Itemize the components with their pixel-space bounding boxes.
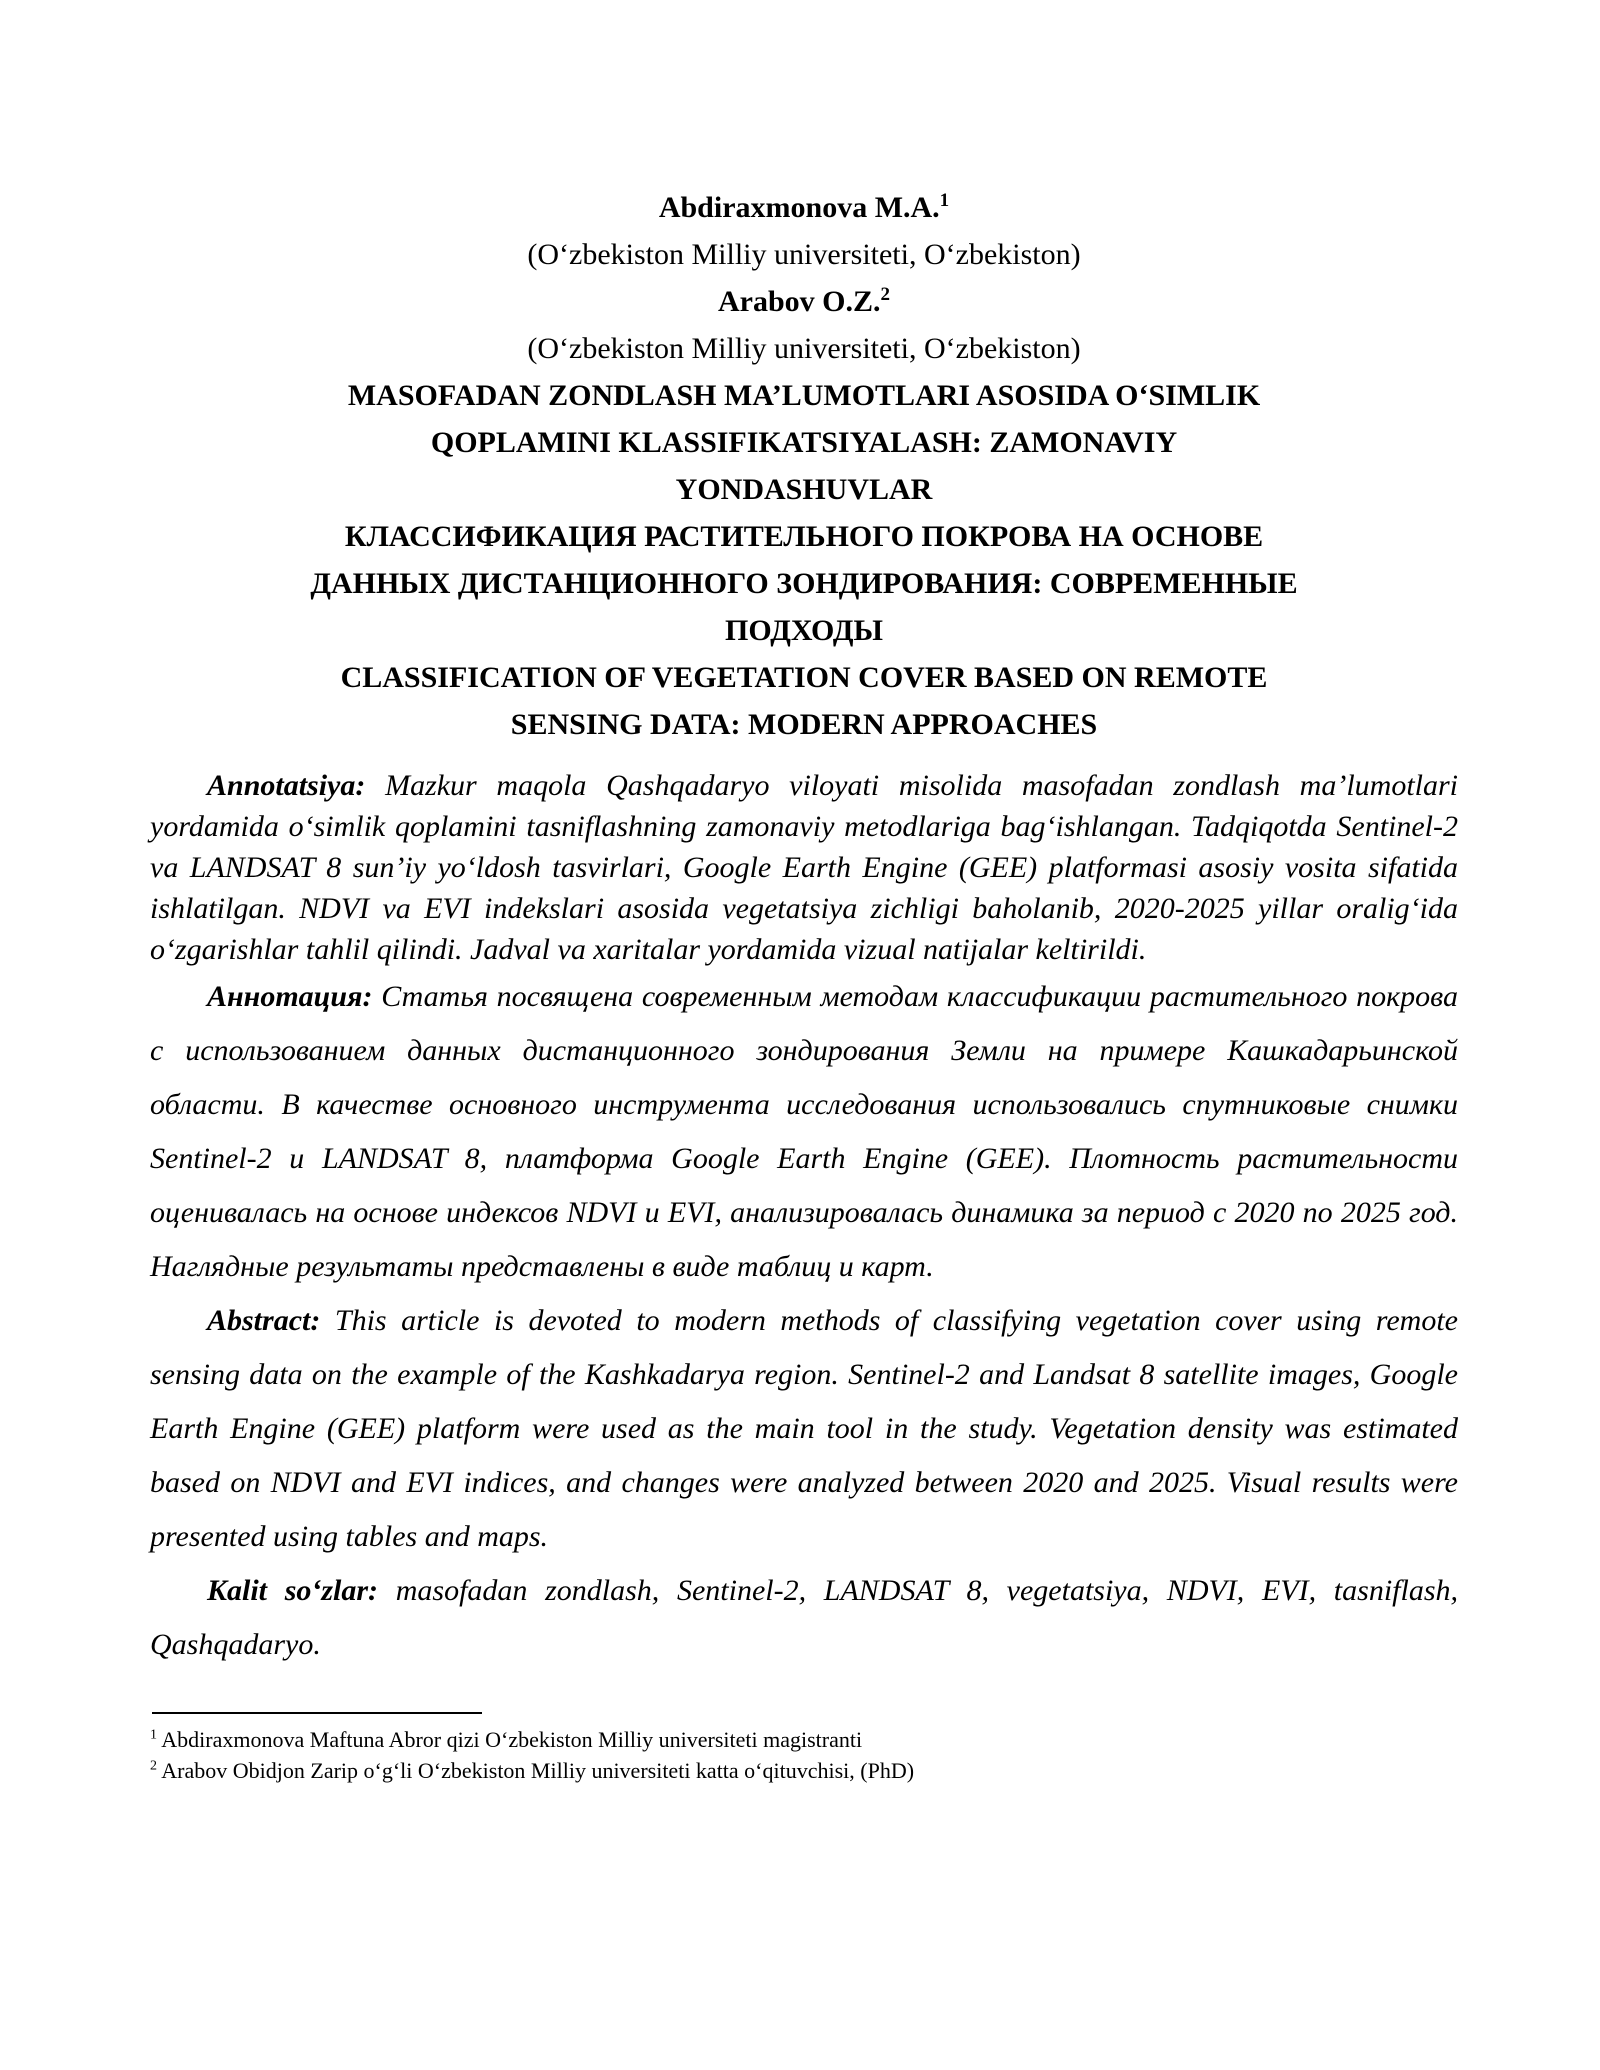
keywords-uzbek bbox=[150, 1564, 1458, 1672]
title-english-line-1: CLASSIFICATION OF VEGETATION COVER BASED ON REMOTE bbox=[340, 661, 1268, 694]
title-uzbek bbox=[150, 372, 1458, 513]
footnotes-block bbox=[150, 1724, 1458, 1786]
title-russian-line-3: ПОДХОДЫ bbox=[725, 614, 883, 647]
keywords-uzbek-text: masofadan zondlash, Sentinel-2, LANDSAT 8, vegetatsiya, NDVI, EVI, tasniflash, Qashqadaryo. bbox=[150, 1574, 1458, 1661]
title-uzbek-line-1: MASOFADAN ZONDLASH MA’LUMOTLARI ASOSIDA O‘SIMLIK bbox=[347, 379, 1261, 412]
title-uzbek-line-2: QOPLAMINI KLASSIFIKATSIYALASH: ZAMONAVIY bbox=[430, 426, 1178, 459]
title-english bbox=[150, 654, 1458, 748]
author-2-footnote-ref: 2 bbox=[880, 284, 890, 305]
abstract-english bbox=[150, 1294, 1458, 1564]
footnote-1-ref: 1 bbox=[150, 1727, 157, 1743]
author-2-name: Arabov O.Z. bbox=[717, 285, 881, 318]
title-uzbek-line-3: YONDASHUVLAR bbox=[675, 473, 933, 506]
annotation-russian-text: Статья посвящена современным методам классификации растительного покрова с использованием данных дистанционного зондирования Земли на примере Кашкадарьинской области. В качестве основного инструмента исследования использовались спутниковые снимки Sentinel-2 и LANDSAT 8, платформа Google Earth Engine (GEE). Плотность растительности оценивалась на основе индексов NDVI и EVI, анализировалась динамика за период с 2020 по 2025 год. Наглядные результаты представлены в виде таблиц и карт. bbox=[150, 980, 1458, 1283]
author-1-name: Abdiraxmonova M.A. bbox=[658, 191, 940, 224]
abstract-english-text: This article is devoted to modern methods of classifying vegetation cover using remote sensing data on the example of the Kashkadarya region. Sentinel-2 and Landsat 8 satellite images, Google Earth Engine (GEE) platform were used as the main tool in the study. Vegetation density was estimated based on NDVI and EVI indices, and changes were analyzed between 2020 and 2025. Visual results were presented using tables and maps. bbox=[150, 1304, 1459, 1553]
title-russian bbox=[150, 513, 1458, 654]
abstract-english-label: Abstract: bbox=[207, 1304, 321, 1337]
annotation-uzbek-text: Mazkur maqola Qashqadaryo viloyati misolida masofadan zondlash ma’lumotlari yordamida o‘simlik qoplamini tasniflashning zamonaviy metodlariga bag‘ishlangan. Tadqiqotda Sentinel-2 va LANDSAT 8 sun’iy yo‘ldosh tasvirlari, Google Earth Engine (GEE) platformasi asosiy vosita sifatida ishlatilgan. NDVI va EVI indekslari asosida vegetatsiya zichligi baholanib, 2020-2025 yillar oralig‘ida o‘zgarishlar tahlil qilindi. Jadval va xaritalar yordamida vizual natijalar keltirildi. bbox=[150, 769, 1458, 966]
keywords-uzbek-label: Kalit so‘zlar: bbox=[207, 1574, 379, 1607]
annotation-russian-label: Аннотация: bbox=[207, 980, 373, 1013]
author-1 bbox=[150, 184, 1458, 231]
affiliation-1: (O‘zbekiston Milliy universiteti, O‘zbekiston) bbox=[527, 238, 1081, 271]
author-1-footnote-ref: 1 bbox=[939, 190, 950, 211]
footnote-2-ref: 2 bbox=[150, 1758, 157, 1774]
footnote-separator-line bbox=[152, 1712, 482, 1714]
footnote-1-text: Abdiraxmonova Maftuna Abror qizi O‘zbekiston Milliy universiteti magistranti bbox=[161, 1727, 863, 1752]
affiliation-2: (O‘zbekiston Milliy universiteti, O‘zbekiston) bbox=[527, 332, 1081, 365]
footnote-1 bbox=[150, 1724, 1458, 1755]
annotation-russian bbox=[150, 970, 1458, 1294]
author-2 bbox=[150, 278, 1458, 325]
footnote-2 bbox=[150, 1755, 1458, 1786]
title-russian-line-1: КЛАССИФИКАЦИЯ РАСТИТЕЛЬНОГО ПОКРОВА НА ОСНОВЕ bbox=[344, 520, 1264, 553]
annotation-uzbek bbox=[150, 765, 1458, 970]
footnote-2-text: Arabov Obidjon Zarip o‘g‘li O‘zbekiston Milliy universiteti katta o‘qituvchisi, (PhD) bbox=[161, 1758, 915, 1783]
title-english-line-2: SENSING DATA: MODERN APPROACHES bbox=[510, 708, 1098, 741]
annotation-uzbek-label: Annotatsiya: bbox=[207, 769, 366, 802]
title-russian-line-2: ДАННЫХ ДИСТАНЦИОННОГО ЗОНДИРОВАНИЯ: СОВРЕМЕННЫЕ bbox=[310, 567, 1298, 600]
author-header-block bbox=[150, 184, 1458, 372]
